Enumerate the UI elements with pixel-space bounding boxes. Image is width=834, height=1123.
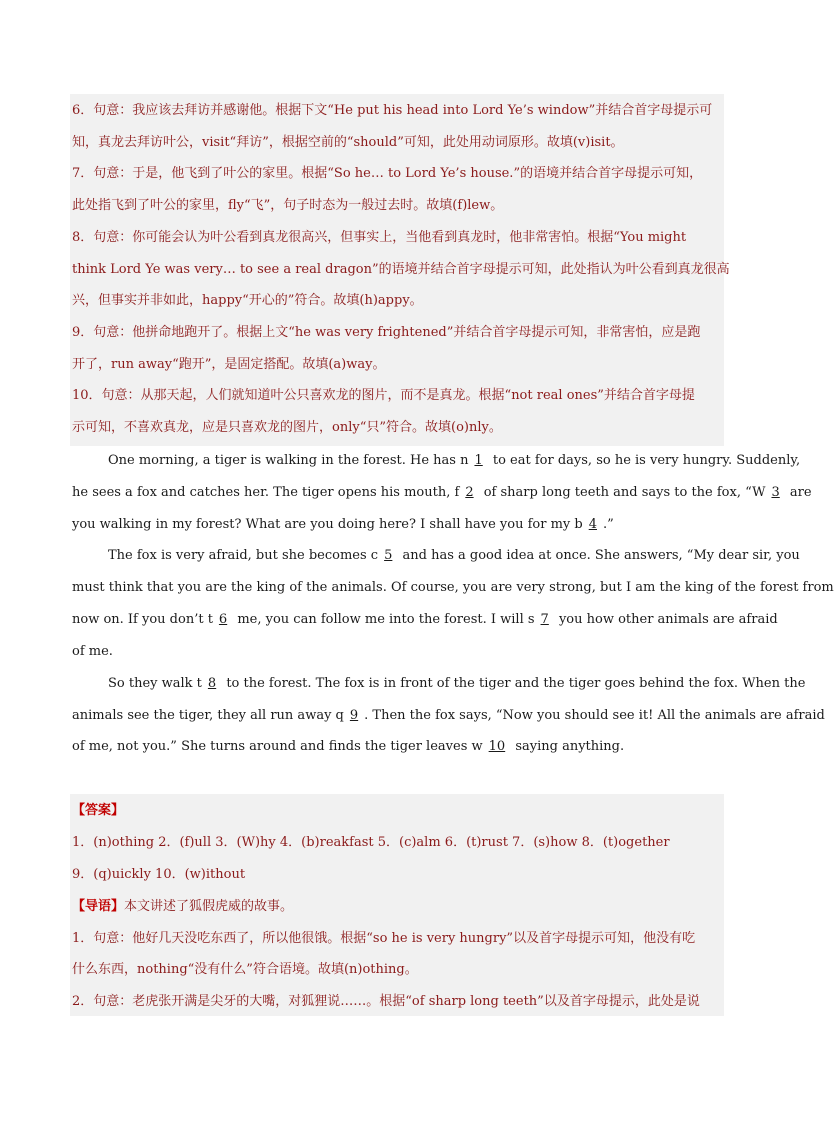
explain-line: 10．句意：从那天起，人们就知道叶公只喜欢龙的图片，而不是真龙。根据“not real ones”并结合首字母提 bbox=[72, 388, 695, 403]
passage-line: One morning, a tiger is walking in the forest. He has n 1 to eat for days, so he is very hungry. Suddenly, bbox=[108, 451, 722, 471]
passage-line: you walking in my forest? What are you doing here? I shall have you for my b 4 .” bbox=[72, 515, 722, 535]
explain-line: 8．句意：你可能会认为叶公看到真龙很高兴，但事实上，当他看到真龙时，他非常害怕。根据“You might bbox=[72, 230, 687, 245]
answer-line: 9．(q)uickly 10．(w)ithout bbox=[72, 867, 246, 882]
explain-line: 此处指飞到了叶公的家里，fly“飞”，句子时态为一般过去时。故填(f)lew。 bbox=[72, 198, 504, 213]
explain-line: 9．句意：他拼命地跑开了。根据上文“he was very frightened”并结合首字母提示可知，非常害怕，应是跑 bbox=[72, 325, 701, 340]
blank-3: 3 bbox=[771, 485, 780, 500]
passage-line: animals see the tiger, they all run away q 9 . Then the fox says, “Now you should see it! All the animals are afraid bbox=[72, 706, 722, 726]
guide-text: 本文讲述了狐假虎威的故事。 bbox=[124, 899, 294, 914]
passage-line: he sees a fox and catches her. The tiger opens his mouth, f 2 of sharp long teeth and says to the fox, “W 3 are bbox=[72, 483, 722, 503]
guide-line: 2．句意：老虎张开满是尖牙的大嘴，对狐狸说……。根据“of sharp long teeth”以及首字母提示，此处是说 bbox=[72, 994, 700, 1009]
explain-line: 兴，但事实并非如此，happy“开心的”符合。故填(h)appy。 bbox=[72, 293, 423, 308]
answer-heading: 【答案】 bbox=[72, 803, 125, 818]
blank-1: 1 bbox=[474, 453, 483, 468]
blank-4: 4 bbox=[588, 517, 597, 532]
blank-5: 5 bbox=[384, 548, 393, 563]
guide-line: 1．句意：他好几天没吃东西了，所以他很饿。根据“so he is very hungry”以及首字母提示可知，他没有吃 bbox=[72, 931, 696, 946]
passage-line: The fox is very afraid, but she becomes c 5 and has a good idea at once. She answers, “My dear sir, you bbox=[108, 546, 722, 566]
passage-line: of me, not you.” She turns around and finds the tiger leaves w 10 saying anything. bbox=[72, 737, 722, 757]
explain-line: 开了，run away“跑开”，是固定搭配。故填(a)way。 bbox=[72, 357, 386, 372]
explain-line: think Lord Ye was very… to see a real dragon”的语境并结合首字母提示可知，此处指认为叶公看到真龙很高 bbox=[72, 262, 730, 277]
passage-line: So they walk t 8 to the forest. The fox is in front of the tiger and the tiger goes behind the fox. When the bbox=[108, 674, 722, 694]
blank-6: 6 bbox=[218, 612, 228, 627]
explain-line: 知，真龙去拜访叶公，visit“拜访”，根据空前的“should”可知，此处用动词原形。故填(v)isit。 bbox=[72, 135, 624, 150]
guide-line: 什么东西，nothing“没有什么”符合语境。故填(n)othing。 bbox=[72, 962, 418, 977]
passage-line: must think that you are the king of the animals. Of course, you are very strong, but I am the king of the forest from bbox=[72, 580, 834, 595]
passage-line: of me. bbox=[72, 644, 113, 659]
blank-8: 8 bbox=[207, 676, 217, 691]
guide-line bbox=[72, 897, 722, 917]
explain-line: 7．句意：于是，他飞到了叶公的家里。根据“So he… to Lord Ye’s house.”的语境并结合首字母提示可知， bbox=[72, 166, 703, 181]
guide-heading: 【导语】 bbox=[72, 899, 125, 914]
explain-line: 6．句意：我应该去拜访并感谢他。根据下文“He put his head into Lord Ye’s window”并结合首字母提示可 bbox=[72, 103, 713, 118]
blank-10: 10 bbox=[488, 739, 506, 754]
answer-line: 1．(n)othing 2．(f)ull 3．(W)hy 4．(b)reakfast 5．(c)alm 6．(t)rust 7．(s)how 8．(t)ogether bbox=[72, 835, 670, 850]
explain-line: 示可知，不喜欢真龙，应是只喜欢龙的图片，only“只”符合。故填(o)nly。 bbox=[72, 420, 502, 435]
passage-line: now on. If you don’t t 6 me, you can follow me into the forest. I will s 7 you how other animals are afraid bbox=[72, 610, 722, 630]
blank-2: 2 bbox=[465, 485, 474, 500]
blank-7: 7 bbox=[540, 612, 549, 627]
blank-9: 9 bbox=[349, 708, 359, 723]
